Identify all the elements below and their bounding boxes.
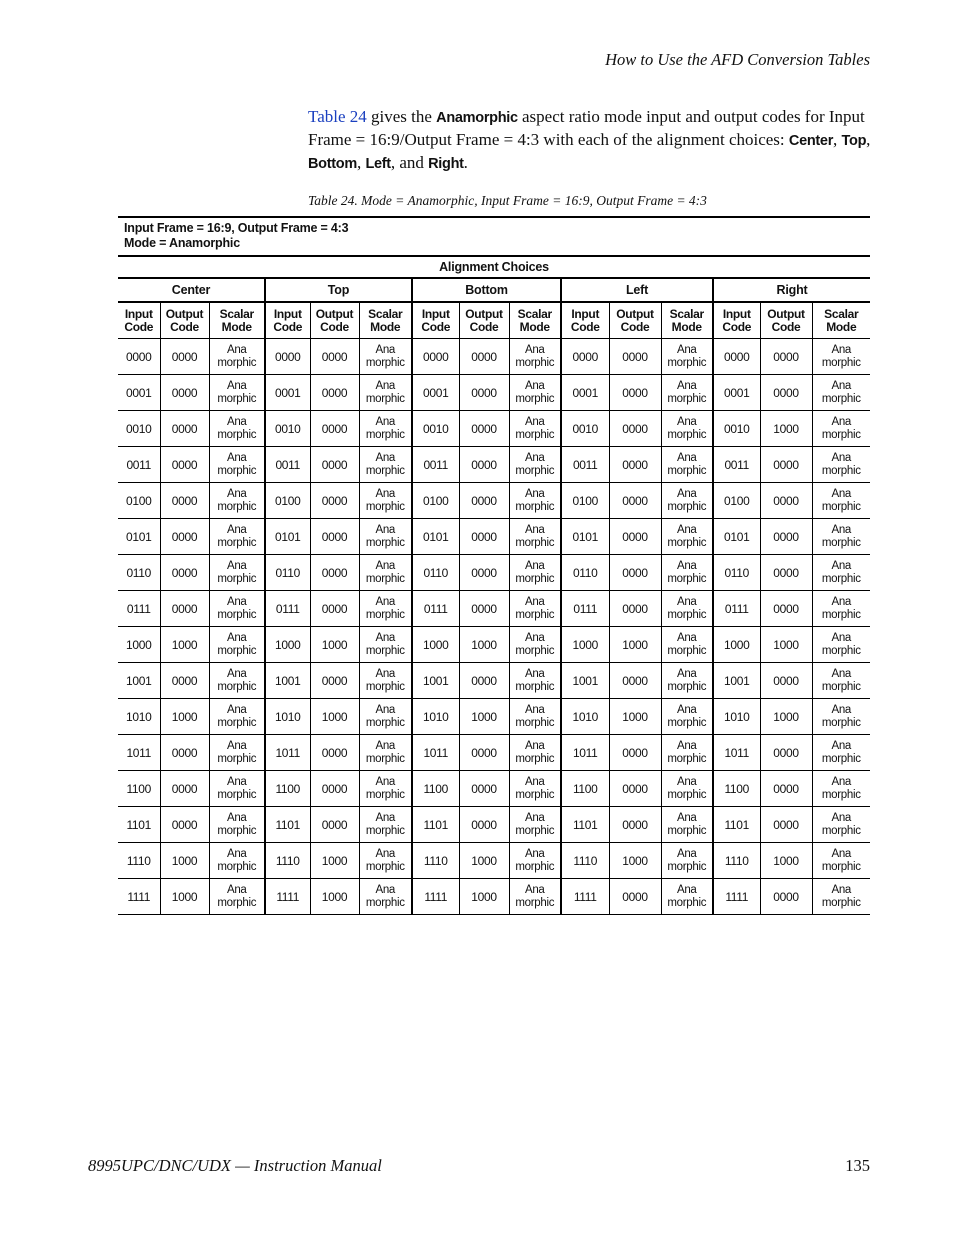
output-code-cell: 0000 (609, 771, 661, 807)
scalar-mode-cell: Ana morphic (359, 447, 412, 483)
input-code-cell: 1010 (713, 699, 760, 735)
scalar-mode-cell: Ana morphic (812, 735, 870, 771)
scalar-mode-cell: Ana morphic (509, 699, 561, 735)
input-code-cell: 0000 (265, 339, 310, 375)
input-code-cell: 0001 (412, 375, 459, 411)
input-code-cell: 0000 (561, 339, 609, 375)
scalar-mode-cell: Ana morphic (812, 375, 870, 411)
input-code-cell: 0110 (118, 555, 160, 591)
input-code-cell: 0100 (265, 483, 310, 519)
scalar-mode-cell: Ana morphic (509, 735, 561, 771)
output-code-cell: 0000 (160, 483, 209, 519)
scalar-mode-cell: Ana morphic (812, 771, 870, 807)
input-code-cell: 0010 (561, 411, 609, 447)
output-code-cell: 0000 (459, 483, 509, 519)
input-code-cell: 0011 (713, 447, 760, 483)
input-code-cell: 1100 (713, 771, 760, 807)
input-code-cell: 1100 (412, 771, 459, 807)
output-code-cell: 0000 (310, 771, 359, 807)
output-code-cell: 0000 (160, 591, 209, 627)
output-code-cell: 0000 (459, 447, 509, 483)
input-code-cell: 0010 (118, 411, 160, 447)
scalar-mode-cell: Ana morphic (661, 519, 713, 555)
output-code-cell: 0000 (310, 807, 359, 843)
input-code-cell: 0010 (713, 411, 760, 447)
output-code-header: Output Code (160, 302, 209, 339)
scalar-mode-cell: Ana morphic (359, 483, 412, 519)
scalar-mode-cell: Ana morphic (209, 735, 265, 771)
scalar-mode-cell: Ana morphic (209, 555, 265, 591)
input-code-cell: 0101 (265, 519, 310, 555)
input-code-cell: 1101 (118, 807, 160, 843)
input-code-cell: 0101 (412, 519, 459, 555)
input-code-cell: 1011 (713, 735, 760, 771)
input-code-cell: 1101 (265, 807, 310, 843)
output-code-cell: 0000 (760, 663, 812, 699)
input-code-cell: 1011 (561, 735, 609, 771)
input-code-cell: 0001 (713, 375, 760, 411)
scalar-mode-cell: Ana morphic (509, 447, 561, 483)
input-code-cell: 1010 (265, 699, 310, 735)
input-code-header: Input Code (118, 302, 160, 339)
input-code-cell: 0101 (713, 519, 760, 555)
input-code-cell: 0001 (265, 375, 310, 411)
scalar-mode-cell: Ana morphic (359, 735, 412, 771)
scalar-mode-cell: Ana morphic (209, 699, 265, 735)
input-code-cell: 1110 (118, 843, 160, 879)
scalar-mode-cell: Ana morphic (209, 627, 265, 663)
output-code-cell: 0000 (609, 339, 661, 375)
output-code-cell: 1000 (160, 879, 209, 915)
scalar-mode-cell: Ana morphic (509, 879, 561, 915)
scalar-mode-cell: Ana morphic (359, 555, 412, 591)
scalar-mode-cell: Ana morphic (661, 591, 713, 627)
output-code-cell: 0000 (310, 519, 359, 555)
output-code-cell: 0000 (760, 339, 812, 375)
scalar-mode-cell: Ana morphic (812, 555, 870, 591)
input-code-cell: 1111 (118, 879, 160, 915)
footer-page-number: 135 (845, 1156, 870, 1175)
input-code-cell: 0111 (118, 591, 160, 627)
output-code-cell: 0000 (609, 807, 661, 843)
input-code-cell: 1101 (412, 807, 459, 843)
input-code-cell: 0110 (412, 555, 459, 591)
output-code-cell: 1000 (310, 699, 359, 735)
output-code-header: Output Code (760, 302, 812, 339)
input-code-cell: 0001 (561, 375, 609, 411)
input-code-cell: 0111 (713, 591, 760, 627)
table-row (118, 771, 870, 807)
output-code-cell: 0000 (760, 483, 812, 519)
output-code-cell: 0000 (459, 339, 509, 375)
output-code-cell: 1000 (160, 843, 209, 879)
output-code-cell: 0000 (459, 519, 509, 555)
input-code-cell: 0000 (118, 339, 160, 375)
output-code-cell: 0000 (160, 663, 209, 699)
input-code-cell: 1010 (118, 699, 160, 735)
scalar-mode-cell: Ana morphic (661, 447, 713, 483)
scalar-mode-cell: Ana morphic (209, 483, 265, 519)
output-code-cell: 0000 (310, 591, 359, 627)
scalar-mode-cell: Ana morphic (209, 339, 265, 375)
scalar-mode-cell: Ana morphic (359, 627, 412, 663)
table-row (118, 699, 870, 735)
output-code-cell: 0000 (310, 735, 359, 771)
scalar-mode-cell: Ana morphic (209, 411, 265, 447)
output-code-cell: 0000 (160, 375, 209, 411)
scalar-mode-cell: Ana morphic (661, 663, 713, 699)
output-code-cell: 0000 (459, 735, 509, 771)
output-code-cell: 0000 (760, 771, 812, 807)
output-code-cell: 0000 (459, 555, 509, 591)
input-code-cell: 1110 (561, 843, 609, 879)
scalar-mode-cell: Ana morphic (509, 519, 561, 555)
scalar-mode-cell: Ana morphic (812, 447, 870, 483)
scalar-mode-cell: Ana morphic (661, 735, 713, 771)
output-code-cell: 0000 (760, 735, 812, 771)
scalar-mode-cell: Ana morphic (509, 375, 561, 411)
input-code-header: Input Code (713, 302, 760, 339)
input-code-cell: 0100 (118, 483, 160, 519)
output-code-header: Output Code (609, 302, 661, 339)
input-code-cell: 1100 (561, 771, 609, 807)
input-code-cell: 0000 (412, 339, 459, 375)
table-row (118, 483, 870, 519)
table-row (118, 879, 870, 915)
output-code-cell: 0000 (160, 771, 209, 807)
output-code-cell: 1000 (760, 627, 812, 663)
input-code-cell: 0111 (412, 591, 459, 627)
output-code-cell: 0000 (459, 591, 509, 627)
input-code-cell: 0101 (118, 519, 160, 555)
scalar-mode-header: Scalar Mode (209, 302, 265, 339)
table-caption: Table 24. Mode = Anamorphic, Input Frame = 16:9, Output Frame = 4:3 (308, 193, 707, 208)
output-code-cell: 0000 (459, 771, 509, 807)
output-code-cell: 0000 (609, 591, 661, 627)
table-row (118, 339, 870, 375)
scalar-mode-cell: Ana morphic (812, 411, 870, 447)
input-code-cell: 1010 (561, 699, 609, 735)
table-row (118, 807, 870, 843)
input-code-cell: 0101 (561, 519, 609, 555)
input-code-header: Input Code (265, 302, 310, 339)
mode-name: Anamorphic (436, 110, 518, 126)
running-head: How to Use the AFD Conversion Tables (605, 50, 870, 69)
frame-header-line: Input Frame = 16:9, Output Frame = 4:3 (124, 221, 349, 235)
output-code-cell: 1000 (310, 843, 359, 879)
input-code-cell: 0010 (412, 411, 459, 447)
output-code-cell: 0000 (609, 735, 661, 771)
input-code-cell: 1001 (561, 663, 609, 699)
scalar-mode-cell: Ana morphic (359, 879, 412, 915)
output-code-cell: 1000 (310, 627, 359, 663)
input-code-cell: 1001 (265, 663, 310, 699)
input-code-header: Input Code (561, 302, 609, 339)
output-code-cell: 0000 (609, 447, 661, 483)
scalar-mode-header: Scalar Mode (661, 302, 713, 339)
scalar-mode-header: Scalar Mode (509, 302, 561, 339)
output-code-cell: 1000 (459, 699, 509, 735)
scalar-mode-cell: Ana morphic (359, 375, 412, 411)
input-code-cell: 1011 (265, 735, 310, 771)
scalar-mode-cell: Ana morphic (812, 483, 870, 519)
scalar-mode-cell: Ana morphic (359, 663, 412, 699)
intro-paragraph: Table 24 gives the Anamorphic aspect ratio mode input and output codes for Input Frame = 16:9/Output Frame = 4:3 with each of the alignment choices: Center, Top, Bottom, Left, and Right. (308, 107, 871, 172)
output-code-cell: 0000 (609, 879, 661, 915)
scalar-mode-cell: Ana morphic (209, 591, 265, 627)
input-code-cell: 0100 (412, 483, 459, 519)
mode-header-line: Mode = Anamorphic (124, 236, 240, 250)
input-code-cell: 0111 (265, 591, 310, 627)
output-code-cell: 0000 (760, 375, 812, 411)
scalar-mode-cell: Ana morphic (661, 699, 713, 735)
input-code-cell: 0100 (713, 483, 760, 519)
input-code-cell: 0011 (118, 447, 160, 483)
alignment-center: Center (788, 133, 834, 149)
input-code-cell: 1101 (561, 807, 609, 843)
output-code-cell: 0000 (160, 339, 209, 375)
output-code-cell: 0000 (609, 375, 661, 411)
output-code-header: Output Code (310, 302, 359, 339)
input-code-cell: 1110 (412, 843, 459, 879)
footer-manual-title: 8995UPC/DNC/UDX — Instruction Manual (88, 1156, 382, 1175)
output-code-cell: 0000 (760, 807, 812, 843)
scalar-mode-cell: Ana morphic (509, 411, 561, 447)
output-code-cell: 0000 (609, 555, 661, 591)
output-code-cell: 0000 (760, 555, 812, 591)
output-code-cell: 0000 (310, 663, 359, 699)
scalar-mode-cell: Ana morphic (812, 879, 870, 915)
input-code-cell: 1000 (412, 627, 459, 663)
scalar-mode-cell: Ana morphic (509, 591, 561, 627)
output-code-cell: 0000 (760, 447, 812, 483)
input-code-cell: 1110 (713, 843, 760, 879)
scalar-mode-cell: Ana morphic (661, 627, 713, 663)
output-code-cell: 1000 (160, 627, 209, 663)
input-code-cell: 0011 (561, 447, 609, 483)
output-code-cell: 1000 (609, 843, 661, 879)
scalar-mode-cell: Ana morphic (359, 411, 412, 447)
input-code-cell: 1010 (412, 699, 459, 735)
alignment-group-header: Left (561, 278, 713, 302)
scalar-mode-cell: Ana morphic (209, 447, 265, 483)
scalar-mode-cell: Ana morphic (209, 663, 265, 699)
scalar-mode-cell: Ana morphic (812, 807, 870, 843)
alignment-group-header: Bottom (412, 278, 561, 302)
input-code-cell: 1111 (265, 879, 310, 915)
output-code-cell: 0000 (310, 555, 359, 591)
input-code-cell: 0110 (561, 555, 609, 591)
alignment-left: Left (365, 156, 391, 172)
scalar-mode-cell: Ana morphic (661, 339, 713, 375)
table-row (118, 663, 870, 699)
scalar-mode-cell: Ana morphic (661, 483, 713, 519)
scalar-mode-cell: Ana morphic (359, 699, 412, 735)
scalar-mode-cell: Ana morphic (509, 807, 561, 843)
input-code-cell: 1000 (265, 627, 310, 663)
alignment-right: Right (428, 156, 464, 172)
scalar-mode-cell: Ana morphic (812, 663, 870, 699)
scalar-mode-cell: Ana morphic (509, 555, 561, 591)
input-code-cell: 0111 (561, 591, 609, 627)
output-code-cell: 0000 (760, 519, 812, 555)
input-code-cell: 1101 (713, 807, 760, 843)
output-code-cell: 0000 (760, 591, 812, 627)
scalar-mode-cell: Ana morphic (661, 555, 713, 591)
scalar-mode-cell: Ana morphic (812, 339, 870, 375)
table-row (118, 627, 870, 663)
input-code-cell: 0010 (265, 411, 310, 447)
scalar-mode-cell: Ana morphic (359, 807, 412, 843)
output-code-cell: 0000 (160, 555, 209, 591)
output-code-cell: 0000 (160, 447, 209, 483)
output-code-cell: 0000 (609, 519, 661, 555)
scalar-mode-cell: Ana morphic (661, 843, 713, 879)
output-code-cell: 1000 (459, 843, 509, 879)
output-code-cell: 0000 (160, 411, 209, 447)
output-code-cell: 0000 (609, 483, 661, 519)
output-code-cell: 1000 (760, 699, 812, 735)
output-code-cell: 0000 (459, 663, 509, 699)
output-code-cell: 0000 (310, 411, 359, 447)
table-row (118, 591, 870, 627)
table-24-link[interactable]: Table 24 (308, 107, 367, 126)
input-code-cell: 1000 (713, 627, 760, 663)
output-code-header: Output Code (459, 302, 509, 339)
output-code-cell: 0000 (310, 339, 359, 375)
output-code-cell: 1000 (760, 843, 812, 879)
scalar-mode-cell: Ana morphic (359, 339, 412, 375)
input-code-cell: 1000 (561, 627, 609, 663)
table-row (118, 375, 870, 411)
input-code-cell: 1100 (118, 771, 160, 807)
scalar-mode-cell: Ana morphic (661, 771, 713, 807)
scalar-mode-cell: Ana morphic (509, 771, 561, 807)
scalar-mode-cell: Ana morphic (209, 375, 265, 411)
scalar-mode-header: Scalar Mode (359, 302, 412, 339)
output-code-cell: 1000 (310, 879, 359, 915)
alignment-bottom: Bottom (308, 156, 357, 172)
input-code-cell: 0000 (713, 339, 760, 375)
table-row (118, 447, 870, 483)
output-code-cell: 0000 (760, 879, 812, 915)
input-code-cell: 1001 (412, 663, 459, 699)
output-code-cell: 0000 (609, 411, 661, 447)
output-code-cell: 1000 (160, 699, 209, 735)
alignment-group-header: Center (118, 278, 265, 302)
scalar-mode-cell: Ana morphic (812, 843, 870, 879)
scalar-mode-cell: Ana morphic (812, 699, 870, 735)
scalar-mode-cell: Ana morphic (812, 591, 870, 627)
table-row (118, 555, 870, 591)
scalar-mode-cell: Ana morphic (812, 627, 870, 663)
scalar-mode-cell: Ana morphic (812, 519, 870, 555)
scalar-mode-cell: Ana morphic (661, 879, 713, 915)
input-code-cell: 0011 (412, 447, 459, 483)
scalar-mode-cell: Ana morphic (509, 843, 561, 879)
scalar-mode-cell: Ana morphic (661, 411, 713, 447)
input-code-cell: 1100 (265, 771, 310, 807)
alignment-top: Top (841, 133, 867, 149)
output-code-cell: 0000 (160, 735, 209, 771)
input-code-cell: 1111 (412, 879, 459, 915)
scalar-mode-cell: Ana morphic (359, 519, 412, 555)
input-code-cell: 0001 (118, 375, 160, 411)
input-code-cell: 1000 (118, 627, 160, 663)
output-code-cell: 0000 (160, 807, 209, 843)
scalar-mode-cell: Ana morphic (359, 771, 412, 807)
table-frame-header (118, 217, 870, 256)
scalar-mode-cell: Ana morphic (509, 663, 561, 699)
input-code-cell: 0011 (265, 447, 310, 483)
input-code-cell: 1001 (118, 663, 160, 699)
output-code-cell: 1000 (609, 627, 661, 663)
table-row (118, 519, 870, 555)
output-code-cell: 0000 (310, 483, 359, 519)
output-code-cell: 0000 (459, 807, 509, 843)
output-code-cell: 0000 (310, 375, 359, 411)
input-code-cell: 1011 (118, 735, 160, 771)
input-code-cell: 1111 (713, 879, 760, 915)
scalar-mode-cell: Ana morphic (661, 807, 713, 843)
output-code-cell: 0000 (609, 663, 661, 699)
scalar-mode-cell: Ana morphic (209, 843, 265, 879)
input-code-cell: 0110 (265, 555, 310, 591)
scalar-mode-cell: Ana morphic (209, 879, 265, 915)
input-code-cell: 0100 (561, 483, 609, 519)
output-code-cell: 0000 (310, 447, 359, 483)
alignment-group-header: Right (713, 278, 870, 302)
output-code-cell: 1000 (609, 699, 661, 735)
scalar-mode-cell: Ana morphic (661, 375, 713, 411)
scalar-mode-cell: Ana morphic (209, 807, 265, 843)
output-code-cell: 1000 (459, 879, 509, 915)
input-code-header: Input Code (412, 302, 459, 339)
input-code-cell: 1011 (412, 735, 459, 771)
afd-conversion-table (118, 216, 870, 915)
scalar-mode-header: Scalar Mode (812, 302, 870, 339)
table-row (118, 843, 870, 879)
output-code-cell: 1000 (760, 411, 812, 447)
output-code-cell: 1000 (459, 627, 509, 663)
scalar-mode-cell: Ana morphic (509, 339, 561, 375)
table-row (118, 411, 870, 447)
output-code-cell: 0000 (459, 411, 509, 447)
output-code-cell: 0000 (160, 519, 209, 555)
alignment-choices-header: Alignment Choices (118, 256, 870, 278)
table-row (118, 735, 870, 771)
output-code-cell: 0000 (459, 375, 509, 411)
input-code-cell: 0110 (713, 555, 760, 591)
scalar-mode-cell: Ana morphic (359, 843, 412, 879)
input-code-cell: 1111 (561, 879, 609, 915)
scalar-mode-cell: Ana morphic (359, 591, 412, 627)
alignment-group-header: Top (265, 278, 412, 302)
scalar-mode-cell: Ana morphic (209, 519, 265, 555)
input-code-cell: 1110 (265, 843, 310, 879)
scalar-mode-cell: Ana morphic (209, 771, 265, 807)
scalar-mode-cell: Ana morphic (509, 627, 561, 663)
scalar-mode-cell: Ana morphic (509, 483, 561, 519)
input-code-cell: 1001 (713, 663, 760, 699)
